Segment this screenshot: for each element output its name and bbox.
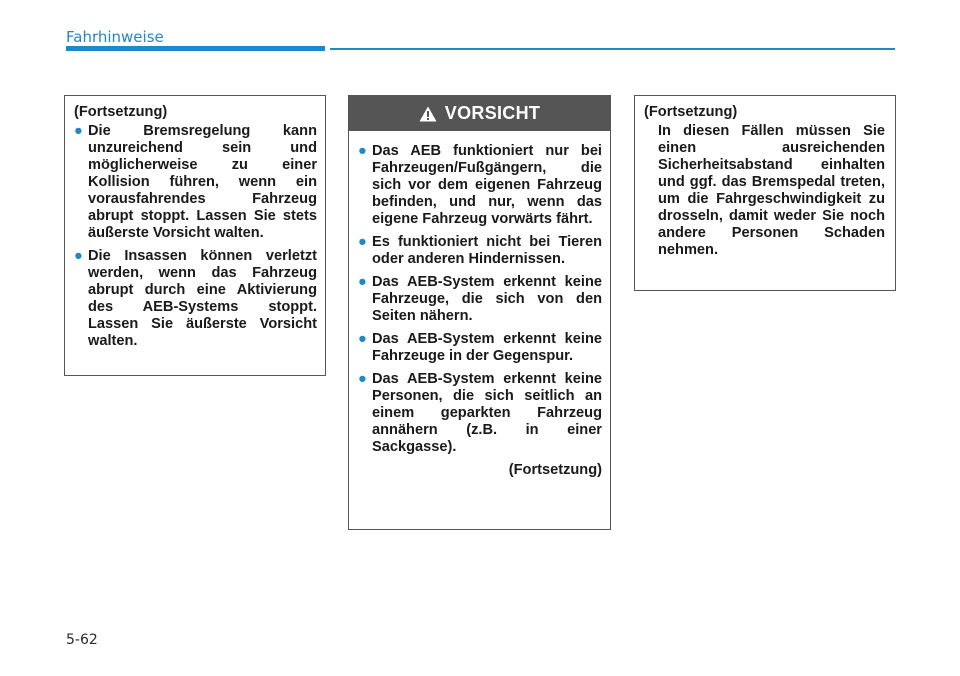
continued-heading: (Fortsetzung) [74, 104, 168, 120]
list-item-text: Die Bremsregelung kann unzureichend sein und möglicherweise zu einer Kollision führen, wenn ein vorausfahrendes Fahrzeug abrupt stoppt. Lassen Sie stets äußerste Vorsicht walten. [88, 123, 317, 241]
bullet-icon: ● [358, 331, 367, 347]
bullet-icon: ● [358, 274, 367, 290]
continued-text-box [634, 95, 896, 291]
bullet-icon: ● [74, 248, 83, 264]
list-item [358, 143, 602, 228]
bullet-icon: ● [358, 371, 367, 387]
caution-title: VORSICHT [444, 103, 541, 123]
bullet-icon: ● [74, 123, 83, 139]
bullet-icon: ● [358, 143, 367, 159]
list-item-text: Es funktioniert nicht bei Tieren oder anderen Hindernissen. [372, 234, 602, 267]
list-item-text: Das AEB funktioniert nur bei Fahrzeugen/Fußgängern, die sich vor dem eigenen Fahrzeug befinden, und nur, wenn das eigene Fahrzeug vorwärts fährt. [372, 143, 602, 227]
continued-note: (Fortsetzung) [508, 462, 602, 478]
list-item [74, 123, 317, 242]
list-item-text: Das AEB-System erkennt keine Fahrzeuge, die sich von den Seiten nähern. [372, 274, 602, 324]
caution-box [348, 95, 611, 530]
list-item-text: Das AEB-System erkennt keine Personen, die sich seitlich an einem geparkten Fahrzeug annähern (z.B. in einer Sackgasse). [372, 371, 602, 455]
bullet-icon: ● [358, 234, 367, 250]
warning-triangle-icon [419, 106, 437, 122]
list-item [358, 331, 602, 365]
caution-body [349, 131, 610, 487]
list-item [358, 234, 602, 268]
header-rule-thin [330, 48, 895, 50]
continued-paragraph: In diesen Fällen müssen Sie einen ausreichenden Sicherheitsabstand einhalten und ggf. das Bremspedal treten, um die Fahrgeschwindigkeit zu drosseln, damit weder Sie noch andere Personen Schaden nehmen. [658, 123, 885, 258]
list-item-text: Das AEB-System erkennt keine Fahrzeuge in der Gegenspur. [372, 331, 602, 364]
caution-header [349, 96, 610, 131]
section-title: Fahrhinweise [66, 28, 164, 46]
continued-notes-box [64, 95, 326, 376]
list-item [358, 371, 602, 456]
list-item-text: Die Insassen können verletzt werden, wenn das Fahrzeug abrupt durch eine Aktivierung des AEB-Systems stoppt. Lassen Sie äußerste Vorsicht walten. [88, 248, 317, 349]
list-item [358, 274, 602, 325]
page-number: 5-62 [66, 632, 98, 648]
continued-heading: (Fortsetzung) [644, 104, 738, 120]
header-rule-thick [66, 46, 325, 51]
list-item [74, 248, 317, 350]
caution-list [358, 143, 602, 456]
notes-list [74, 123, 317, 350]
